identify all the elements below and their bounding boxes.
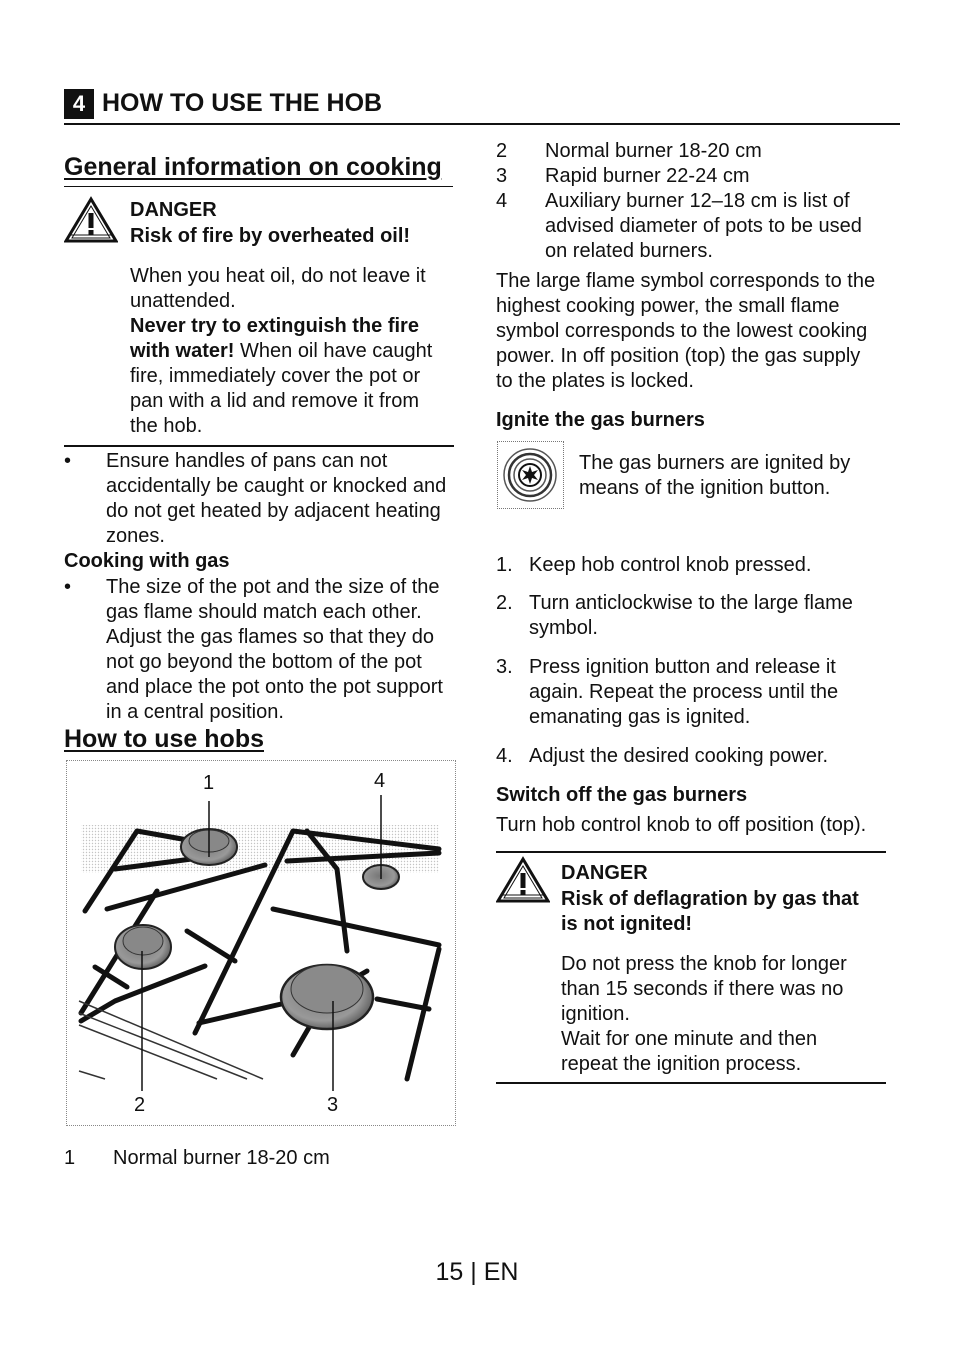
flame-para-line: The large flame symbol corresponds to the [496, 270, 876, 292]
warning-triangle-icon [64, 196, 118, 244]
bullet2-line: in a central position. [106, 701, 284, 723]
bullet2-line: Adjust the gas flames so that they do [106, 626, 434, 648]
danger2-heading-line: is not ignited! [561, 913, 693, 935]
bullet2-line: gas flame should match each other. [106, 601, 422, 623]
step-text: Keep hob control knob pressed. [529, 554, 812, 576]
legend-number: 4 [496, 190, 508, 212]
danger1-text-line: unattended. [130, 290, 236, 312]
flame-para-line: to the plates is locked. [496, 370, 694, 392]
legend-number: 3 [496, 165, 508, 187]
danger1-text-fragment: When oil have caught [234, 340, 433, 362]
danger1-text-line: fire, immediately cover the pot or [130, 365, 421, 387]
danger1-bold-line: Never try to extinguish the fire [130, 315, 419, 337]
danger2-top-rule [496, 851, 886, 853]
danger1-text-line: the hob. [130, 415, 203, 437]
chapter-number-badge: 4 [64, 89, 94, 119]
how-to-use-hobs-title: How to use hobs [64, 725, 264, 753]
danger1-bottom-rule [64, 445, 454, 447]
danger1-heading: Risk of fire by overheated oil! [130, 225, 411, 247]
step-number: 2. [496, 592, 513, 614]
danger2-text-line: ignition. [561, 1003, 630, 1025]
danger2-text-line: Do not press the knob for longer [561, 953, 847, 975]
danger1-mixed-line [130, 339, 432, 364]
page-number: 15 | EN [435, 1258, 519, 1286]
legend-text: Rapid burner 22-24 cm [545, 165, 750, 187]
danger1-bold-fragment: with water! [130, 340, 235, 362]
step-text: again. Repeat the process until the [529, 681, 839, 703]
danger2-heading-line: Risk of deflagration by gas that [561, 888, 859, 910]
danger2-label: DANGER [561, 862, 648, 884]
step-number: 4. [496, 745, 513, 767]
switch-off-heading: Switch off the gas burners [496, 784, 748, 806]
step-text: Adjust the desired cooking power. [529, 745, 829, 767]
bullet1-line: do not get heated by adjacent heating [106, 500, 441, 522]
legend-text: Normal burner 18-20 cm [545, 140, 762, 162]
bullet2-line: The size of the pot and the size of the [106, 576, 440, 598]
ignite-text-line: The gas burners are ignited by [579, 452, 851, 474]
legend-text: on related burners. [545, 240, 713, 262]
ignite-text-line: means of the ignition button. [579, 477, 831, 499]
step-text: emanating gas is ignited. [529, 706, 751, 728]
legend-number: 2 [496, 140, 508, 162]
step-text: Press ignition button and release it [529, 656, 836, 678]
ignition-symbol-box [497, 441, 564, 509]
figure-label-4: 4 [374, 770, 386, 792]
bullet1-line: Ensure handles of pans can not [106, 450, 388, 472]
cooking-with-gas-heading: Cooking with gas [64, 550, 230, 572]
step-text: symbol. [529, 617, 598, 639]
legend-text: Normal burner 18-20 cm [113, 1147, 330, 1169]
danger1-text-line: pan with a lid and remove it from [130, 390, 420, 412]
bullet2-line: and place the pot onto the pot support [106, 676, 443, 698]
figure-label-2: 2 [134, 1094, 146, 1116]
step-number: 3. [496, 656, 513, 678]
danger2-text-line: repeat the ignition process. [561, 1053, 802, 1075]
flame-para-line: highest cooking power, the small flame [496, 295, 840, 317]
bullet-dot: • [64, 450, 72, 472]
step-text: Turn anticlockwise to the large flame [529, 592, 853, 614]
ignition-button-icon [498, 442, 563, 508]
chapter-header [64, 85, 900, 125]
flame-para-line: symbol corresponds to the lowest cooking [496, 320, 868, 342]
bullet1-line: zones. [106, 525, 165, 547]
legend-number: 1 [64, 1147, 76, 1169]
danger1-text-line: When you heat oil, do not leave it [130, 265, 426, 287]
danger2-bottom-rule [496, 1082, 886, 1084]
hob-drawing [67, 761, 455, 1125]
danger2-text-line: Wait for one minute and then [561, 1028, 818, 1050]
danger1-label: DANGER [130, 199, 217, 221]
step-number: 1. [496, 554, 513, 576]
danger2-text-line: than 15 seconds if there was no [561, 978, 844, 1000]
section-divider [64, 186, 453, 187]
flame-para-line: power. In off position (top) the gas supply [496, 345, 861, 367]
warning-triangle-icon [496, 856, 550, 904]
bullet1-line: accidentally be caught or knocked and [106, 475, 447, 497]
figure-label-1: 1 [203, 772, 215, 794]
switch-off-text: Turn hob control knob to off position (top). [496, 814, 867, 836]
bullet-dot: • [64, 576, 72, 598]
figure-label-3: 3 [327, 1094, 339, 1116]
ignite-heading: Ignite the gas burners [496, 409, 705, 431]
legend-text: Auxiliary burner 12–18 cm is list of [545, 190, 850, 212]
general-info-title: General information on cooking [64, 153, 442, 181]
hob-illustration [66, 760, 456, 1126]
bullet2-line: not go beyond the bottom of the pot [106, 651, 422, 673]
chapter-title: HOW TO USE THE HOB [102, 89, 383, 117]
legend-text: advised diameter of pots to be used [545, 215, 862, 237]
